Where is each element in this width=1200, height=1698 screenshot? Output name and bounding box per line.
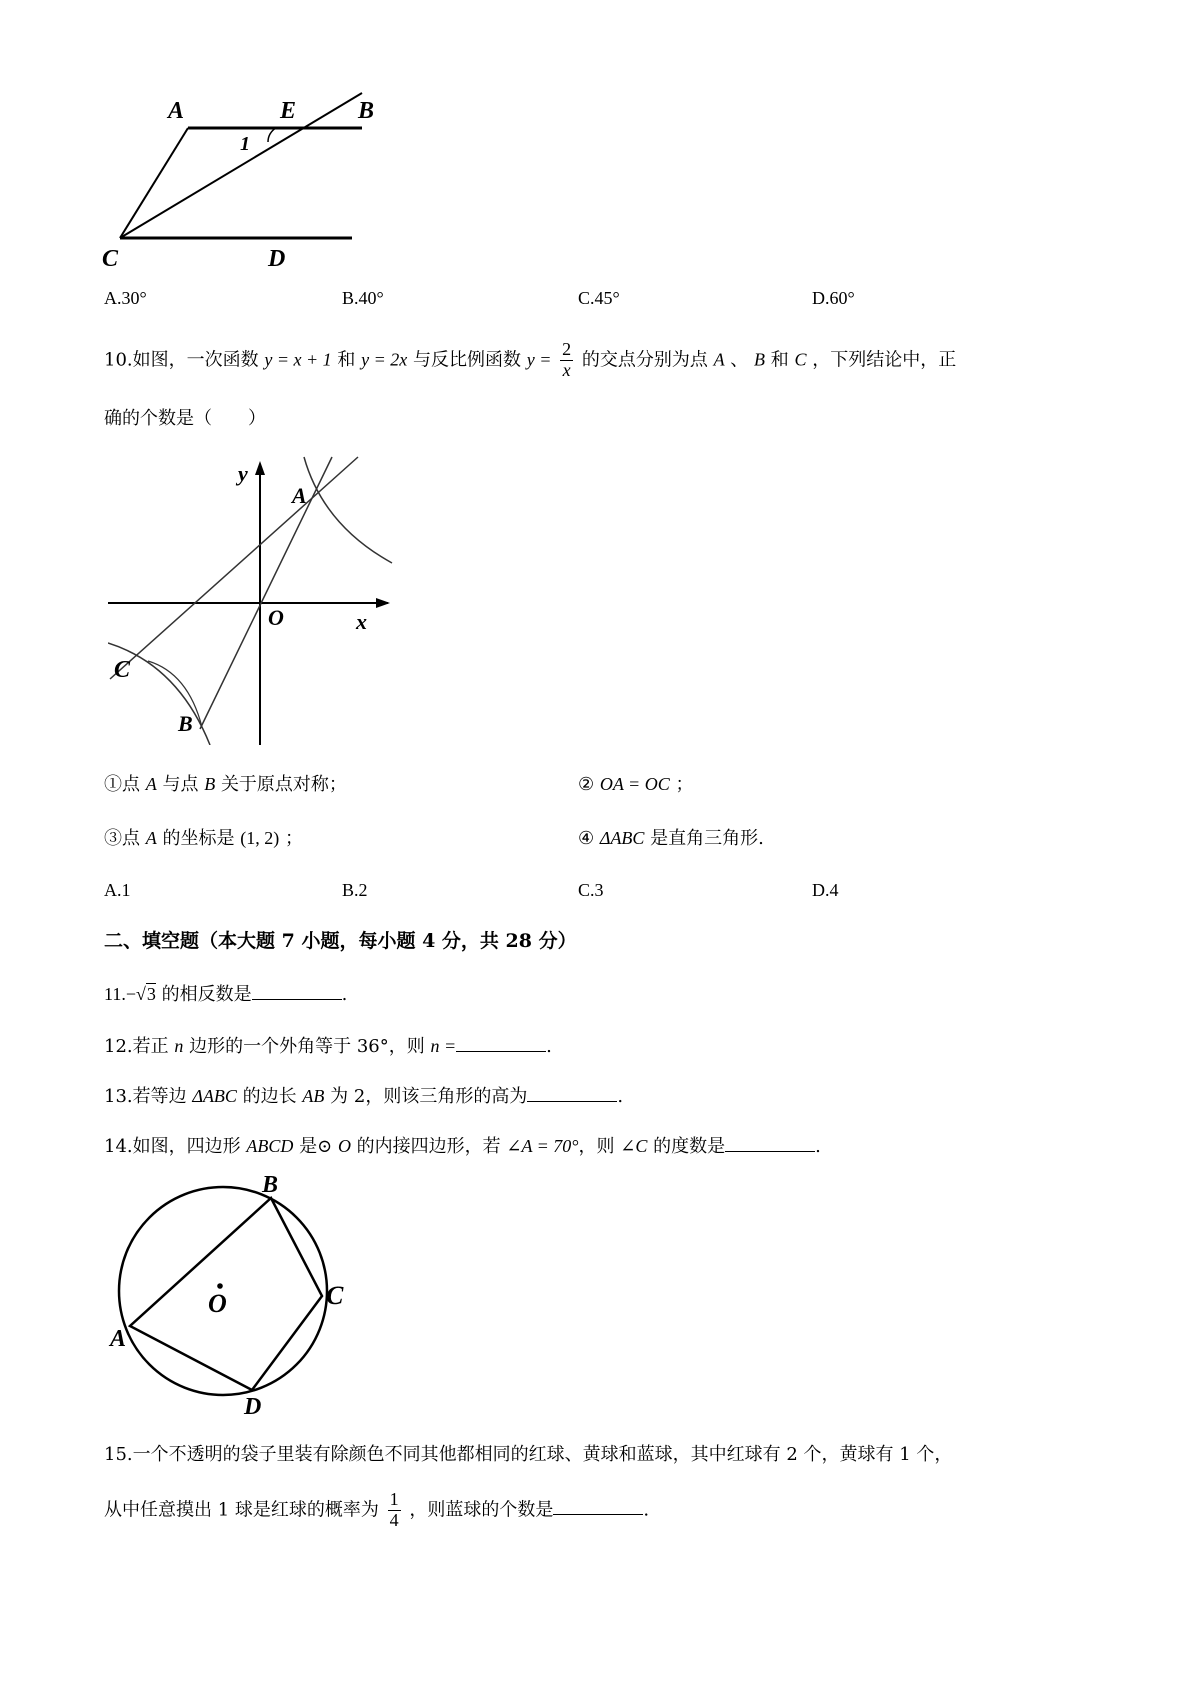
q9-option-a: A.30° <box>104 288 147 308</box>
label-c: C <box>102 246 119 268</box>
s3-point-a: A <box>145 828 157 848</box>
segment-ac <box>120 128 188 238</box>
q10-func3-lhs: y = <box>526 349 552 370</box>
q10-mid: 与反比例函数 <box>412 349 521 371</box>
angle-arc <box>268 128 276 142</box>
q10-and2: 和 <box>770 349 789 371</box>
q12-mid: 边形的一个外角等于 36°，则 <box>189 1036 425 1057</box>
s3-end: ； <box>284 828 303 849</box>
q9-option-c: C.45° <box>578 288 620 308</box>
q10-point-a: A <box>713 349 725 370</box>
label-o: O <box>208 1289 227 1318</box>
label-x: x <box>356 609 367 634</box>
q15-answer-blank[interactable] <box>553 1496 643 1515</box>
q11-answer-blank[interactable] <box>252 981 342 1000</box>
q10-statement-3 <box>104 824 303 850</box>
q15-line1: 15.一个不透明的袋子里装有除颜色不同其他都相同的红球、黄球和蓝球，其中红球有 2 个，黄球有 1 个， <box>104 1444 953 1465</box>
q10-end: ，下列结论中，正 <box>812 349 957 371</box>
q14-angle-c: ∠C <box>620 1136 648 1156</box>
q10-statement-4 <box>578 824 764 850</box>
q15-line2 <box>104 1490 649 1531</box>
q14-answer-blank[interactable] <box>725 1133 815 1152</box>
q15-end: . <box>643 1499 650 1521</box>
q11-text: 的相反数是 <box>161 984 252 1005</box>
q10-and1: 和 <box>337 349 356 371</box>
q10-stem-line2: 确的个数是（ ） <box>104 408 266 429</box>
hyperbola-branch-1 <box>304 457 392 563</box>
x-axis-arrow <box>376 598 390 608</box>
s3-coordinate: (1, 2) <box>240 828 280 848</box>
y-axis-arrow <box>255 461 265 475</box>
s2-equation: OA = OC <box>599 774 670 794</box>
s1-pre: ①点 <box>104 774 140 795</box>
q13-end-text: 为 2，则该三角形的高为 <box>330 1086 528 1107</box>
q14-mid2: 的内接四边形，若 <box>356 1136 501 1157</box>
q10-figure <box>108 455 398 745</box>
q11-end: . <box>341 984 348 1005</box>
q10-statement-1 <box>104 770 347 796</box>
line-y-2x <box>200 457 332 729</box>
q10-prefix: 10.如图，一次函数 <box>104 349 259 371</box>
s4-end: 是直角三角形. <box>650 828 764 849</box>
q12-n: n <box>174 1036 184 1056</box>
arc-cb <box>148 661 202 727</box>
s4-pre: ④ <box>578 828 595 849</box>
q9-option-b: B.40° <box>342 288 384 308</box>
q15-frac-num: 1 <box>389 1489 399 1509</box>
q10-tail: 的交点分别为点 <box>581 349 708 371</box>
section-heading: 二、填空题（本大题 7 小题，每小题 4 分，共 28 分） <box>104 930 577 952</box>
q10-point-b: B <box>754 349 766 370</box>
q14-mid1: 是 <box>299 1136 318 1157</box>
q14-mid3: ，则 <box>578 1136 615 1157</box>
label-d: D <box>268 246 286 268</box>
q10-func3-den: x <box>562 359 571 380</box>
label-y: y <box>238 461 248 486</box>
s4-triangle: ΔABC <box>599 828 645 848</box>
q11-number: 11. <box>104 984 126 1004</box>
label-b: B <box>358 98 375 124</box>
q10-sep: 、 <box>730 349 749 371</box>
q10-func2: y = 2x <box>361 349 408 370</box>
q11 <box>104 980 347 1006</box>
q15-pre: 从中任意摸出 1 球是红球的概率为 <box>104 1499 379 1521</box>
label-b: B <box>178 711 193 736</box>
q14-figure <box>108 1168 368 1418</box>
q11-minus: − <box>125 984 136 1004</box>
q15-fraction <box>388 1490 401 1531</box>
label-a: A <box>168 98 185 124</box>
q14-pre: 14.如图，四边形 <box>104 1136 241 1157</box>
q10-option-b: B.2 <box>342 880 368 900</box>
sqrt-icon: √ <box>136 984 146 1004</box>
q10-point-c: C <box>794 349 807 370</box>
q14-quadrilateral: ABCD <box>246 1136 294 1156</box>
q14-end: . <box>815 1136 821 1157</box>
q13-mid: 的边长 <box>242 1086 297 1107</box>
q10-func3-fraction <box>560 340 573 381</box>
q10-option-c: C.3 <box>578 880 604 900</box>
q10-func1: y = x + 1 <box>264 349 332 370</box>
q11-radicand: 3 <box>146 984 156 1004</box>
s1-end: 关于原点对称； <box>220 774 347 795</box>
s1-mid: 与点 <box>162 774 199 795</box>
q12-end: . <box>546 1036 552 1057</box>
q10-func3-num: 2 <box>562 339 572 359</box>
circle-symbol-icon: ⊙ <box>317 1136 333 1157</box>
q14-center: O <box>337 1136 351 1156</box>
q10-stem-line1 <box>104 340 956 381</box>
q13-pre: 13.若等边 <box>104 1086 187 1107</box>
s3-mid: 的坐标是 <box>162 828 235 849</box>
q14-end-text: 的度数是 <box>653 1136 726 1157</box>
s2-pre: ② <box>578 774 595 795</box>
label-c: C <box>114 657 131 683</box>
label-d: D <box>244 1394 262 1418</box>
s2-end: ； <box>675 774 694 795</box>
label-a: A <box>110 1326 127 1352</box>
label-e: E <box>280 98 297 124</box>
line-y-x-plus-1 <box>110 457 358 679</box>
center-dot <box>217 1283 223 1289</box>
s1-point-a: A <box>145 774 157 794</box>
s1-point-b: B <box>204 774 216 794</box>
q14-angle-a: ∠A = 70° <box>506 1136 579 1156</box>
q9-option-d: D.60° <box>812 288 855 308</box>
q13-side: AB <box>302 1086 325 1106</box>
q12 <box>104 1032 552 1058</box>
q15-frac-den: 4 <box>389 1509 399 1530</box>
q12-pre: 12.若正 <box>104 1036 169 1057</box>
q13-answer-blank[interactable] <box>527 1083 617 1102</box>
q10-option-a: A.1 <box>104 880 131 900</box>
q9-figure <box>100 88 400 268</box>
label-o: O <box>268 605 284 630</box>
label-b: B <box>262 1172 279 1198</box>
q13-end: . <box>617 1086 624 1107</box>
q12-answer-blank[interactable] <box>456 1033 546 1052</box>
s3-pre: ③点 <box>104 828 140 849</box>
label-a: A <box>292 483 307 508</box>
label-c: C <box>326 1281 344 1310</box>
segment-ce <box>120 93 362 238</box>
q10-statement-2 <box>578 770 693 796</box>
q13 <box>104 1082 623 1108</box>
q13-triangle: ΔABC <box>192 1086 237 1106</box>
q10-option-d: D.4 <box>812 880 839 900</box>
q14 <box>104 1132 821 1158</box>
label-angle-1: 1 <box>240 133 250 155</box>
q12-equation: n = <box>430 1036 457 1056</box>
q15-mid: ，则蓝球的个数是 <box>409 1499 554 1521</box>
